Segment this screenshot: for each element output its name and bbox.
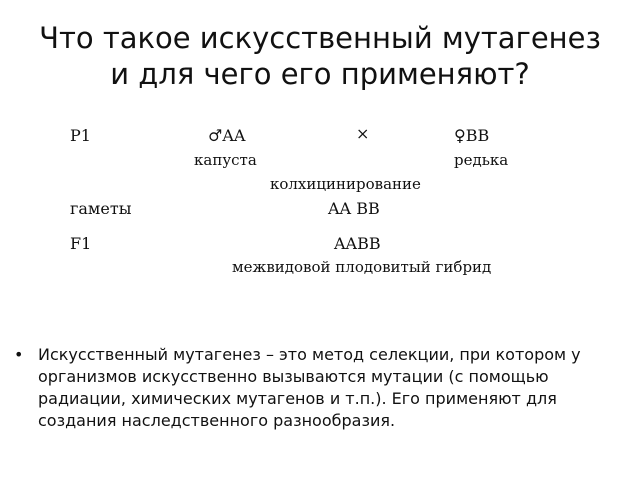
treatment-label: колхицинирование [270,175,421,193]
gametes-genotype: AA BB [328,199,380,218]
female-parent-genotype: ♀BB [454,126,490,145]
bullet-icon: • [14,345,24,364]
p1-label: P1 [70,126,91,145]
definition-bullet [14,344,608,432]
female-plant-name: редька [454,151,509,169]
male-parent-genotype: ♂AA [208,126,246,145]
definition-text: Искусственный мутагенез – это метод селекции, при котором у организмов искусственно вызываются мутации (с помощью радиации, химических мутагенов и т.п.). Его применяют для создания наследственного разнообразия. [38,345,581,430]
title-line-1: Что такое искусственный мутагенез [39,21,601,55]
cross-sign: × [356,124,370,143]
male-plant-name: капуста [194,151,257,169]
gametes-label: гаметы [70,199,132,218]
f1-genotype: AABB [334,234,381,253]
f1-description: межвидовой плодовитый гибрид [232,258,492,276]
f1-label: F1 [70,234,92,253]
title-line-2: и для чего его применяют? [110,57,530,91]
